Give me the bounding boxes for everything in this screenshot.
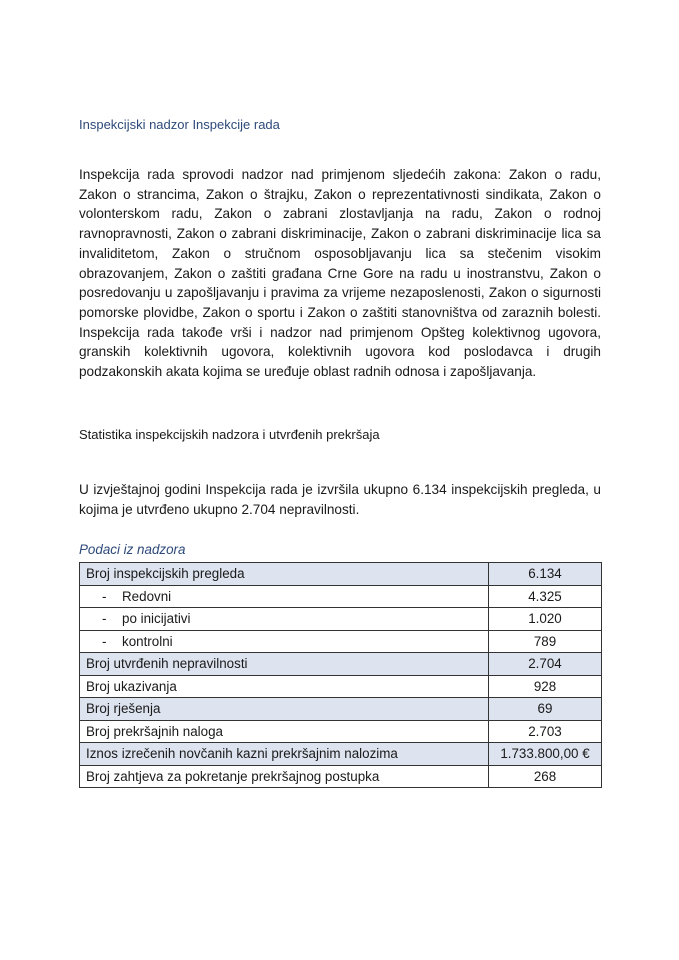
row-value: 268 bbox=[489, 765, 602, 788]
row-label: po inicijativi bbox=[122, 611, 191, 626]
row-label: Broj zahtjeva za pokretanje prekršajnog postupka bbox=[80, 765, 489, 788]
table-row bbox=[80, 743, 602, 766]
row-value: 1.020 bbox=[489, 608, 602, 631]
dash-marker: - bbox=[102, 633, 107, 649]
row-label: Redovni bbox=[122, 588, 172, 604]
row-value: 789 bbox=[489, 630, 602, 653]
row-label-cell bbox=[80, 608, 489, 631]
row-value: 4.325 bbox=[489, 585, 602, 608]
row-label-cell bbox=[80, 585, 489, 608]
row-value: 1.733.800,00 € bbox=[489, 743, 602, 766]
row-value: 2.704 bbox=[489, 653, 602, 676]
section-title-statistics: Statistika inspekcijskih nadzora i utvrđenih prekršaja bbox=[79, 427, 380, 442]
section-text-statistics: U izvještajnoj godini Inspekcija rada je izvršila ukupno 6.134 inspekcijskih pregleda, u kojima je utvrđeno ukupno 2.704 nepravilnosti. bbox=[79, 482, 601, 517]
row-label: kontrolni bbox=[122, 633, 173, 649]
table-row bbox=[80, 675, 602, 698]
dash-marker: - bbox=[102, 588, 107, 604]
table-row bbox=[80, 585, 602, 608]
sub-item bbox=[86, 608, 190, 629]
sub-item bbox=[86, 586, 171, 607]
row-label: Broj inspekcijskih pregleda bbox=[80, 563, 489, 586]
section-text-inspection: Inspekcija rada sprovodi nadzor nad primjenom sljedećih zakona: Zakon o radu, Zakon o strancima, Zakon o štrajku, Zakon o reprezentativnosti sindikata, Zakon o volonterskom radu, Zakon o zabrani zlostavljanja na radu, Zakon o rodnoj ravnopravnosti, Zakon o zabrani diskriminacije, Zakon o zabrani diskriminacije lica sa invaliditetom, Zakon o stručnom osposobljavanju lica sa stečenim visokim obrazovanjem, Zakon o zaštiti građana Crne Gore na radu u inostranstvu, Zakon o posredovanju u zapošljavanju i pravima za vrijeme nezaposlenosti, Zakon o sigurnosti pomorske plovidbe, Zakon o sportu i Zakon o zaštiti stanovništva od zaraznih bolesti. Inspekcija rada takođe vrši i nadzor nad primjenom Opšteg kolektivnog ugovora, granskih kolektivnih ugovora, kolektivnih ugovora kod poslodavca i drugih podzakonskih akata kojima se uređuje oblast radnih odnosa i zapošljavanja. bbox=[79, 167, 601, 380]
row-value: 2.703 bbox=[489, 720, 602, 743]
sub-item bbox=[86, 631, 173, 652]
table-row bbox=[80, 698, 602, 721]
table-row bbox=[80, 765, 602, 788]
row-value: 6.134 bbox=[489, 563, 602, 586]
row-label-cell bbox=[80, 630, 489, 653]
table-row bbox=[80, 608, 602, 631]
inspection-data-table bbox=[79, 562, 602, 788]
table-row bbox=[80, 563, 602, 586]
dash-marker: - bbox=[102, 611, 107, 626]
row-label: Broj utvrđenih nepravilnosti bbox=[80, 653, 489, 676]
row-label: Iznos izrečenih novčanih kazni prekršajnim nalozima bbox=[80, 743, 489, 766]
row-label: Broj rješenja bbox=[80, 698, 489, 721]
table-row bbox=[80, 720, 602, 743]
table-row bbox=[80, 630, 602, 653]
row-value: 928 bbox=[489, 675, 602, 698]
table-caption: Podaci iz nadzora bbox=[79, 542, 186, 557]
row-label: Broj prekršajnih naloga bbox=[80, 720, 489, 743]
table-row bbox=[80, 653, 602, 676]
row-value: 69 bbox=[489, 698, 602, 721]
row-label: Broj ukazivanja bbox=[80, 675, 489, 698]
section-title-inspection: Inspekcijski nadzor Inspekcije rada bbox=[79, 117, 280, 132]
